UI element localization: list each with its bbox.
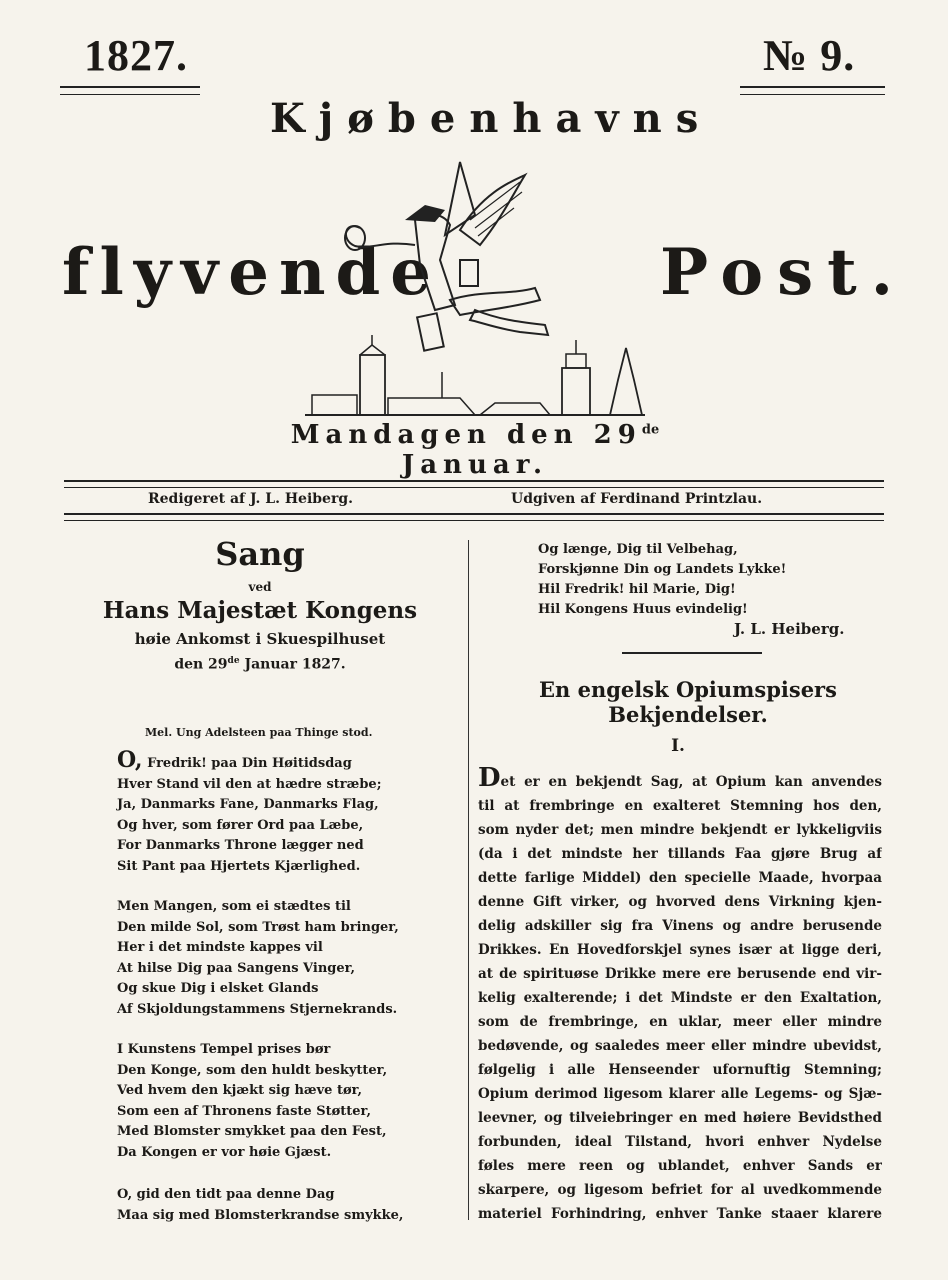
verse-line: At hilse Dig paa Sangens Vinger, <box>117 960 356 976</box>
article-line: skarpere, og ligesom befriet for al uvedkommende <box>478 1182 882 1198</box>
article-section-number: I. <box>671 736 685 756</box>
verse-line: Hil Fredrik! hil Marie, Dig! <box>538 582 736 597</box>
article-line: føles mere reen og ublandet, enhver Sands er <box>478 1158 882 1174</box>
verse-line: Og skue Dig i elsket Glands <box>117 981 319 996</box>
article-line: dette farlige Middel) den specielle Maade, hvorpaa <box>478 870 882 886</box>
song-verse-1 <box>117 747 417 877</box>
verse-line: Hil Kongens Huus evindelig! <box>538 602 748 617</box>
article-line: følgelig i alle Henseender ufornuftig Stemning; <box>478 1062 882 1078</box>
article-line: som de frembringe, en uklar, meer eller mindre <box>478 1014 882 1030</box>
verse-line: Maa sig med Blomsterkrandse smykke, <box>117 1207 404 1223</box>
article-line: denne Gift virker, og hvorved dens Virkning kjen- <box>478 894 882 910</box>
article-line: delig adskiller sig fra Vinens og andre berusende <box>478 918 882 934</box>
article-line: til at frembringe en exalteret Stemning hos den, <box>478 798 882 814</box>
song-verse-4 <box>117 1185 417 1226</box>
column-divider <box>468 540 469 1220</box>
song-subtitle-date: den 29de Januar 1827. <box>174 656 346 673</box>
verse-line: Ved hvem den kjækt sig hæve tør, <box>117 1083 363 1098</box>
number-rule <box>740 86 885 95</box>
article-line: leevner, og tilveiebringer en med høiere Bevidsthed <box>478 1110 882 1126</box>
article-line: (da i det mindste her tillands Faa gjøre Brug af <box>478 846 882 862</box>
verse-line: For Danmarks Throne lægger ned <box>117 838 364 853</box>
song-subtitle-king: Hans Majestæt Kongens <box>102 597 418 624</box>
song-subtitle-arrival: høie Ankomst i Skuespilhuset <box>134 630 386 648</box>
article-title: En engelsk Opiumspisers Bekjendelser. <box>539 677 837 727</box>
article-line: Opium derimod ligesom klarer alle Legems- og Sjæ- <box>478 1086 882 1102</box>
verse-line: Her i det mindste kappes vil <box>117 940 323 955</box>
article-line: materiel Forhindring, enhver Tanke staaer klarere <box>478 1206 882 1222</box>
verse-line: Med Blomster smykket paa den Fest, <box>117 1124 387 1139</box>
article-line: Det er en bekjendt Sag, at Opium kan anvendes <box>478 766 882 793</box>
verse-line: I Kunstens Tempel prises bør <box>117 1042 331 1057</box>
article-line: at de spirituøse Drikke mere ere berusende end vir- <box>478 966 882 982</box>
year-rule <box>60 86 200 95</box>
masthead-left-word: flyvende <box>62 235 441 310</box>
article-line: bedøvende, og saaledes meer eller mindre ubevidst, <box>478 1038 882 1054</box>
verse-line: O, gid den tidt paa denne Dag <box>117 1187 335 1202</box>
article-line: forbunden, ideal Tilstand, hvori enhver Nydelse <box>478 1134 882 1150</box>
verse-line: Den Konge, som den huldt beskytter, <box>117 1062 388 1078</box>
song-title: Sang <box>215 535 305 573</box>
flying-postman-icon <box>300 160 650 425</box>
verse-line: Hver Stand vil den at hædre stræbe; <box>117 776 382 792</box>
verse-line: Som een af Thronens faste Støtter, <box>117 1103 371 1119</box>
verse-line: Og længe, Dig til Velbehag, <box>538 542 738 557</box>
verse-line: Af Skjoldungstammens Stjernekrands. <box>117 1001 398 1017</box>
verse-line: Sit Pant paa Hjertets Kjærlighed. <box>117 858 361 874</box>
verse-line: Men Mangen, som ei stædtes til <box>117 899 351 914</box>
issue-date: Mandagen den 29de Januar. <box>290 420 660 480</box>
section-rule <box>622 652 762 654</box>
melody-note: Mel. Ung Adelsteen paa Thinge stod. <box>145 726 373 739</box>
header-rule-bottom <box>64 513 884 521</box>
issue-number: № 9. <box>763 31 856 80</box>
verse-line: O, Fredrik! paa Din Høitidsdag <box>117 747 352 773</box>
song-verse-3 <box>117 1040 417 1163</box>
verse-line: Og hver, som fører Ord paa Læbe, <box>117 817 364 833</box>
masthead-right-word: Post. <box>660 235 907 310</box>
editor-line: Redigeret af J. L. Heiberg. <box>148 491 354 507</box>
masthead-city: Kjøbenhavns <box>270 95 713 142</box>
publisher-line: Udgiven af Ferdinand Printzlau. <box>511 491 763 507</box>
song-verse-2 <box>117 897 417 1020</box>
article-body <box>478 766 882 1226</box>
header-rule-top <box>64 480 884 488</box>
article-line: som nyder det; men mindre bekjendt er lykkeligviis <box>478 822 882 838</box>
article-line: kelig exalterende; i det Mindste er den Exaltation, <box>478 990 882 1006</box>
article-line: Drikkes. En Hovedforskjel synes især at ligge deri, <box>478 942 882 958</box>
song-ved: ved <box>248 580 272 594</box>
year-label: 1827. <box>84 31 188 80</box>
song-continuation <box>538 540 868 620</box>
verse-line: Ja, Danmarks Fane, Danmarks Flag, <box>117 797 379 812</box>
song-signature: J. L. Heiberg. <box>734 620 845 638</box>
verse-line: Forskjønne Din og Landets Lykke! <box>538 562 787 577</box>
verse-line: Den milde Sol, som Trøst ham bringer, <box>117 919 399 935</box>
verse-line: Da Kongen er vor høie Gjæst. <box>117 1144 332 1160</box>
